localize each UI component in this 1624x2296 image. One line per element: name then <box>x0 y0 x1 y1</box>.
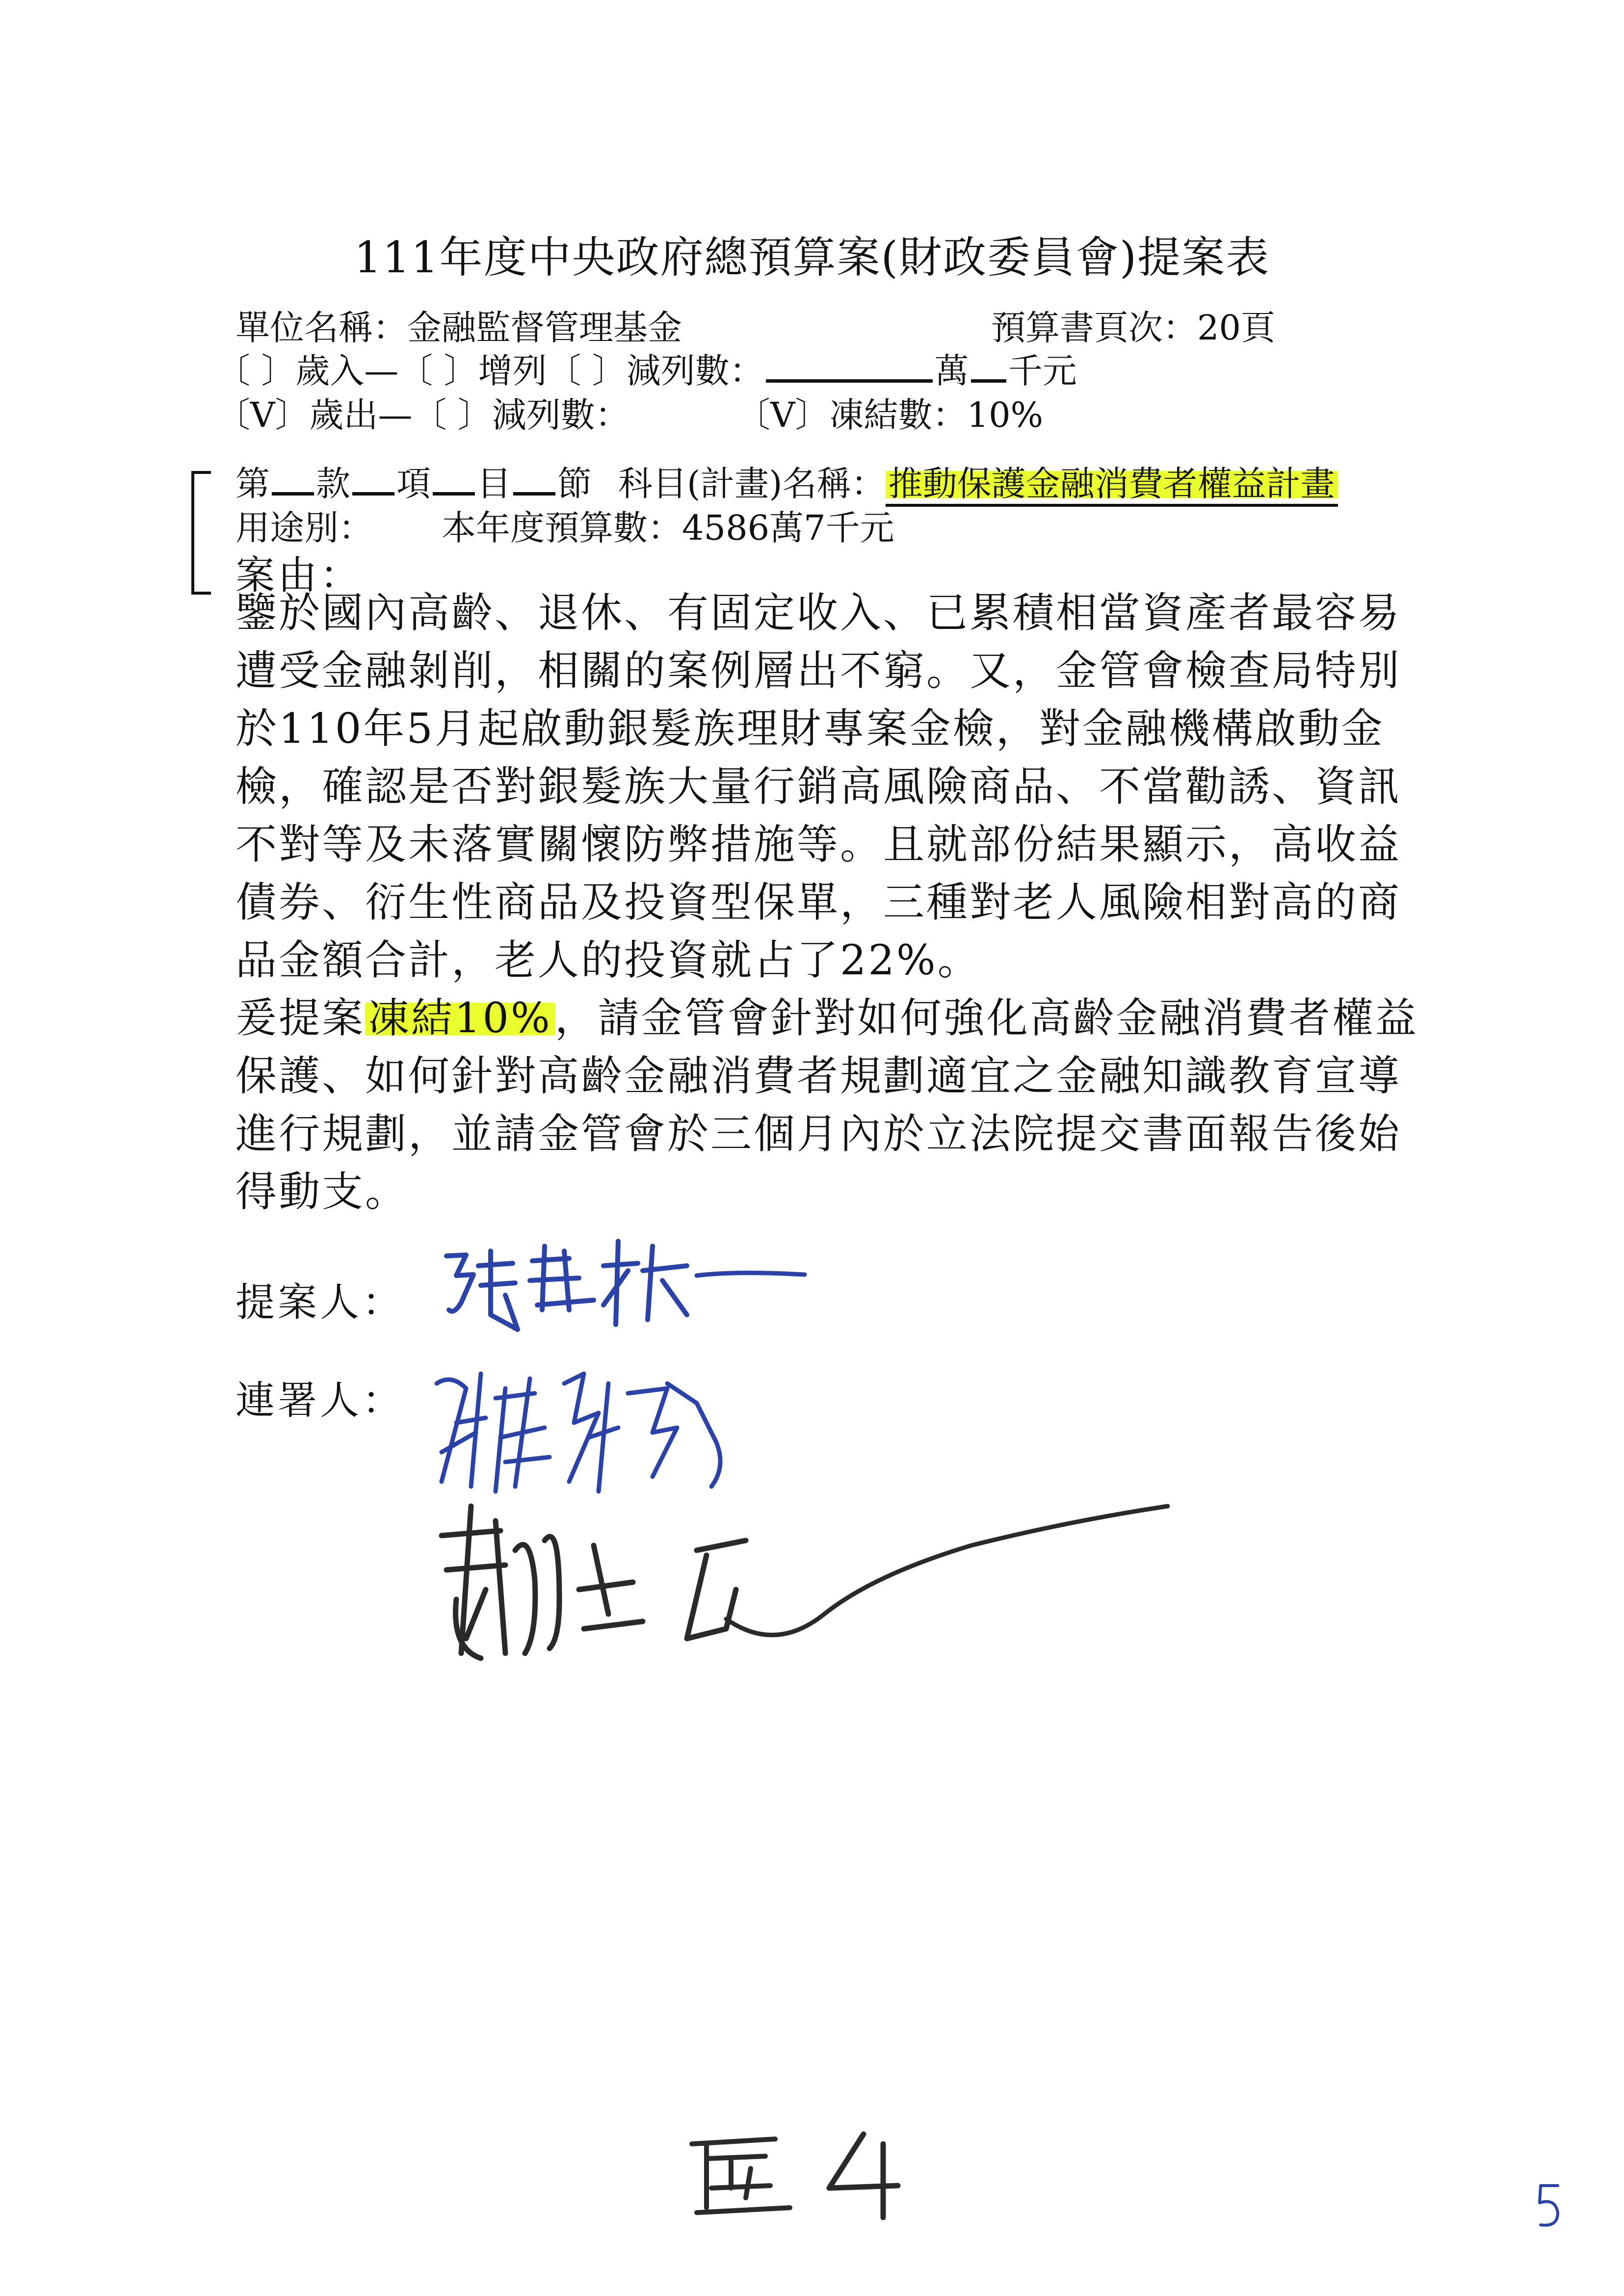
section-jie: 節 <box>557 464 592 504</box>
section-di: 第 <box>236 464 270 504</box>
proposal-body <box>236 584 1423 1221</box>
reason-label: 案由： <box>236 552 362 598</box>
expense-line <box>216 388 629 437</box>
unit-label: 單位名稱： <box>236 308 407 348</box>
proposer-label: 提案人： <box>236 1279 404 1325</box>
amount-blank <box>766 350 933 383</box>
page-ref-line <box>991 300 1275 350</box>
subject-name: 推動保護金融消費者權益計畫 <box>886 464 1338 507</box>
section-kuan: 款 <box>316 464 350 504</box>
p2-prefix: 爰提案 <box>236 994 366 1042</box>
mu-blank <box>433 463 475 496</box>
freeze-line <box>736 388 1043 437</box>
body-paragraph-2 <box>236 989 1423 1221</box>
section-mu: 目 <box>477 464 511 504</box>
page-number-mark <box>1531 2178 1570 2232</box>
bottom-handwritten-mark <box>677 2124 932 2222</box>
p2-rest: ，請金管會針對如何強化高齡金融消費者權益保護、如何針對高齡金融消費者規劃適宜之金融知識教育宣導進行規劃，並請金管會於三個月內於立法院提交書面報告後始得動支。 <box>236 994 1418 1216</box>
page-ref-value: 20頁 <box>1197 308 1276 348</box>
unit-name-line <box>236 300 682 350</box>
cosigner-signature-2 <box>432 1491 1178 1697</box>
freeze-label: 〔V〕凍結數： <box>736 395 967 435</box>
cosigner-signature-1 <box>422 1354 765 1501</box>
qian-yuan-label: 千元 <box>1008 351 1077 391</box>
cosigner-label: 連署人： <box>236 1378 404 1423</box>
jie-blank <box>513 463 555 496</box>
usage-line <box>236 500 373 550</box>
xiang-blank <box>352 463 394 496</box>
section-xiang: 項 <box>396 464 431 504</box>
section-line <box>236 456 592 506</box>
usage-label: 用途別： <box>236 508 373 548</box>
wan-label: 萬 <box>934 351 969 391</box>
subject-label: 科目(計畫)名稱： <box>618 464 886 504</box>
revenue-line <box>216 343 1077 393</box>
body-paragraph-1: 鑒於國內高齡、退休、有固定收入、已累積相當資產者最容易遭受金融剝削，相關的案例層出不窮。又，金管會檢查局特別於110年5月起啟動銀髮族理財專案金檢，對金融機構啟動金檢，確認是否對銀髮族大量行銷高風險商品、不當勸誘、資訊不對等及未落實關懷防弊措施等。且就部份結果顯示，高收益債券、衍生性商品及投資型保單，三種對老人風險相對高的商品金額合計，老人的投資就占了22%。 <box>236 589 1402 984</box>
kuan-blank <box>272 463 314 496</box>
page-ref-label: 預算書頁次： <box>991 308 1197 348</box>
proposer-signature <box>432 1217 824 1344</box>
freeze-highlight: 凍結10% <box>365 994 555 1042</box>
section-bracket <box>191 471 211 595</box>
expense-prefix: 〔V〕歲出—〔 〕減列數： <box>216 395 629 435</box>
budget-label: 本年度預算數： <box>442 508 682 548</box>
form-title: 111年度中央政府總預算案(財政委員會)提案表 <box>354 232 1270 283</box>
qian-blank <box>971 350 1006 383</box>
revenue-prefix: 〔 〕歲入—〔 〕增列〔 〕減列數： <box>216 351 764 391</box>
unit-name: 金融監督管理基金 <box>407 308 682 348</box>
budget-value: 4586萬7千元 <box>682 508 894 548</box>
subject-line <box>618 456 1338 506</box>
freeze-value: 10% <box>967 395 1044 435</box>
budget-line <box>442 500 894 550</box>
